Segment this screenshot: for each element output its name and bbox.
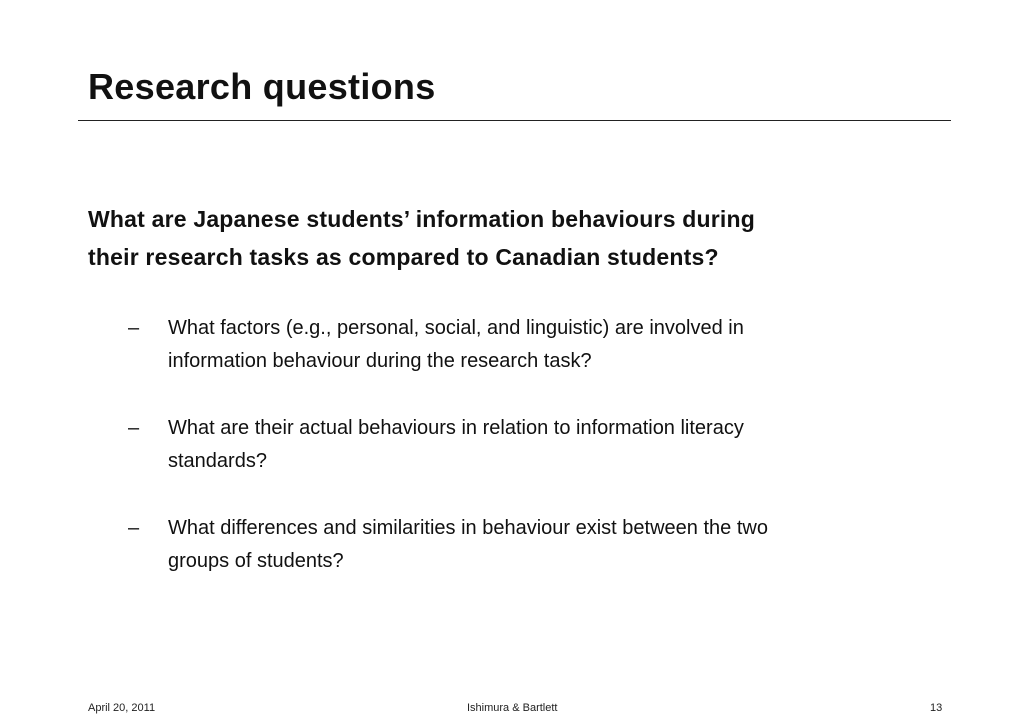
sub-question-item	[128, 312, 928, 378]
sub-question-line-2: standards?	[168, 450, 267, 472]
sub-question-line-2: information behaviour during the research task?	[168, 350, 592, 372]
sub-question-line-1: What factors (e.g., personal, social, and linguistic) are involved in	[168, 317, 744, 339]
dash-bullet: –	[128, 517, 140, 539]
main-question-line-2: their research tasks as compared to Canadian students?	[88, 244, 719, 270]
dash-bullet: –	[128, 317, 140, 339]
sub-question-item	[128, 412, 928, 478]
main-question	[88, 200, 938, 276]
sub-question-line-1: What are their actual behaviours in relation to information literacy	[168, 417, 744, 439]
footer-page-number: 13	[930, 702, 943, 714]
footer-date: April 20, 2011	[88, 702, 156, 714]
footer-authors: Ishimura & Bartlett	[467, 702, 558, 714]
main-question-line-1: What are Japanese students’ information behaviours during	[88, 206, 756, 232]
sub-question-list	[128, 312, 928, 612]
sub-question-line-2: groups of students?	[168, 550, 344, 572]
dash-bullet: –	[128, 417, 140, 439]
sub-question-item	[128, 512, 928, 578]
sub-question-line-1: What differences and similarities in behaviour exist between the two	[168, 517, 768, 539]
title-divider	[78, 120, 951, 121]
slide-title: Research questions	[88, 66, 436, 107]
